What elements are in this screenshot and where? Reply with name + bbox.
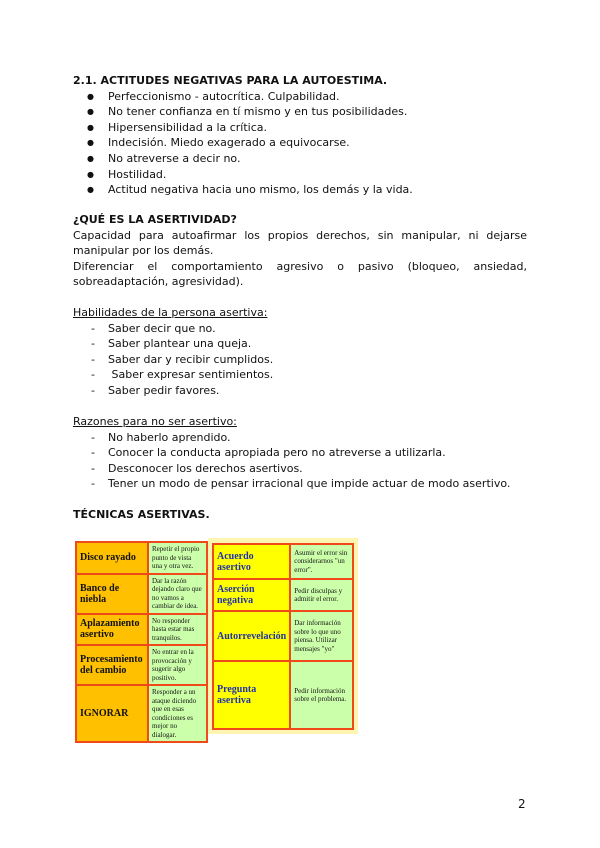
section-subtitle: Razones para no ser asertivo: [73,415,237,428]
list-item: - No haberlo aprendido. [73,430,527,446]
techniques-table-left [75,541,208,743]
table-row [213,611,353,661]
list-item: - Saber dar y recibir cumplidos. [73,352,527,368]
technique-desc: Asumir el error sin considerarnos "un error". [290,544,353,579]
technique-name: Pregunta asertiva [213,661,290,729]
section-assertiveness [73,212,527,290]
list-item: - Saber plantear una queja. [73,336,527,352]
list-item: - Saber expresar sentimientos. [73,367,527,383]
table-row [76,645,207,685]
paragraph-line: Diferenciar el comportamiento agresivo o pasivo (bloqueo, ansiedad, [73,259,527,273]
list-item: - Saber pedir favores. [73,383,527,399]
list-item: ● Hostilidad. [73,167,527,183]
technique-desc: Pedir disculpas y admitir el error. [290,579,353,611]
bullet-list [73,89,527,198]
table-row [213,544,353,579]
technique-desc: No entrar en la provocación y sugerir algo positivo. [148,645,207,685]
technique-name: Acuerdo asertivo [213,544,290,579]
section-reasons [73,414,527,492]
list-item: - Conocer la conducta apropiada pero no atreverse a utilizarla. [73,445,527,461]
section-subtitle: Habilidades de la persona asertiva: [73,306,268,319]
list-item: ● No tener confianza en tí mismo y en tus posibilidades. [73,104,527,120]
technique-name: Aserción negativa [213,579,290,611]
technique-name: Aplazamiento asertivo [76,614,148,646]
list-item: ● Hipersensibilidad a la crítica. [73,120,527,136]
technique-desc: Pedir información sobre el problema. [290,661,353,729]
technique-name: Disco rayado [76,542,148,574]
technique-name: Banco de niebla [76,574,148,614]
list-item: - Saber decir que no. [73,321,527,337]
technique-name: Autorrevelación [213,611,290,661]
technique-desc: No responder hasta estar mas tranquilos. [148,614,207,646]
dash-list [73,321,527,399]
table-row [213,661,353,729]
table-row [76,614,207,646]
technique-name: Procesamiento del cambio [76,645,148,685]
paragraph-line: Capacidad para autoafirmar los propios derechos, sin manipular, ni dejarse [73,228,527,242]
list-item: - Tener un modo de pensar irracional que impide actuar de modo asertivo. [73,476,527,492]
table-row [76,574,207,614]
techniques-table-right [212,543,354,730]
list-item: - Desconocer los derechos asertivos. [73,461,527,477]
technique-name: IGNORAR [76,685,148,742]
dash-list [73,430,527,492]
list-item: ● Indecisión. Miedo exagerado a equivocarse. [73,135,527,151]
paragraph-line: sobreadaptación, agresividad). [73,275,244,289]
section-title: 2.1. ACTITUDES NEGATIVAS PARA LA AUTOESTIMA. [73,74,388,87]
section-skills [73,305,527,399]
table-row [76,542,207,574]
list-item: ● Actitud negativa hacia uno mismo, los demás y la vida. [73,182,527,198]
list-item: ● Perfeccionismo - autocrítica. Culpabilidad. [73,89,527,105]
technique-desc: Responder a un ataque diciendo que en esas condiciones es mejor no dialogar. [148,685,207,742]
section-title: ¿QUÉ ES LA ASERTIVIDAD? [73,213,237,226]
table-row [213,579,353,611]
page-number: 2 [518,797,526,811]
list-item: ● No atreverse a decir no. [73,151,527,167]
technique-desc: Dar la razón dejando claro que no vamos a cambiar de idea. [148,574,207,614]
paragraph-line: manipular por los demás. [73,244,214,258]
section-negative-attitudes [73,73,527,198]
table-row [76,685,207,742]
technique-desc: Repetir el propio punto de vista una y otra vez. [148,542,207,574]
section-title: TÉCNICAS ASERTIVAS. [73,508,210,521]
technique-desc: Dar información sobre lo que uno piensa. Utilizar mensajes "yo" [290,611,353,661]
